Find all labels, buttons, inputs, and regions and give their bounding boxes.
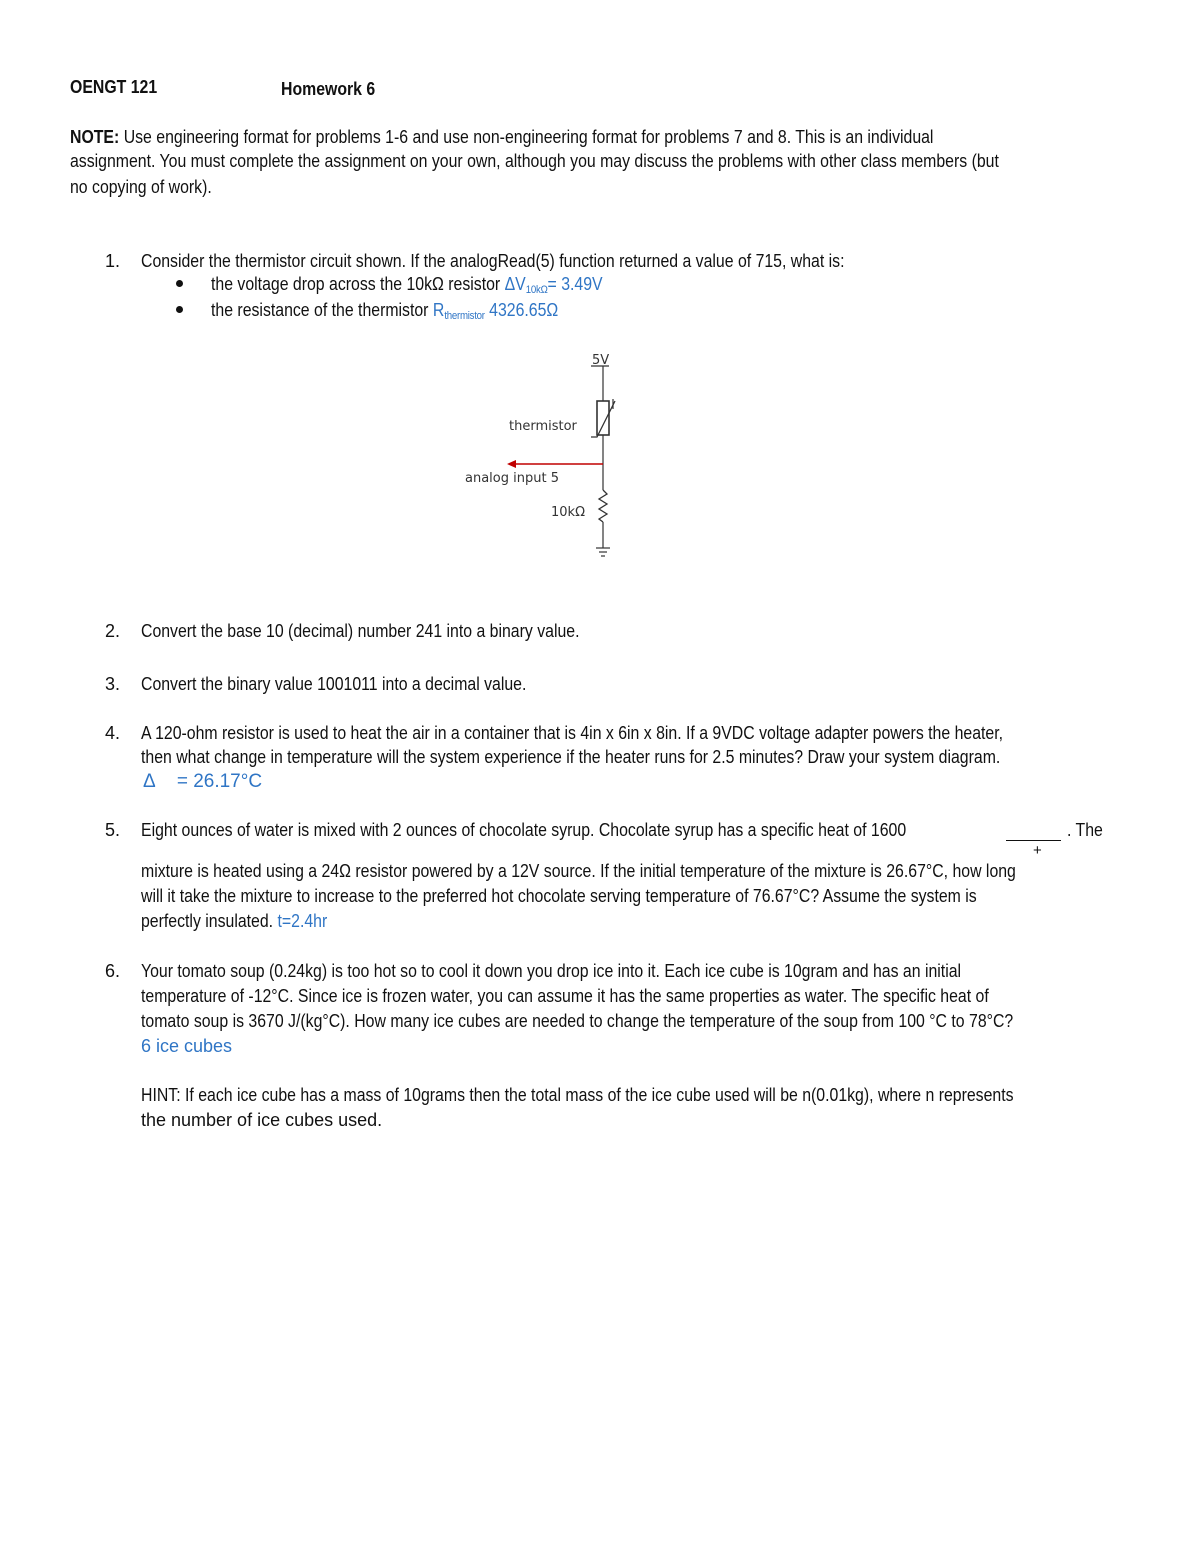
resistor-label: 10kΩ [551,505,586,520]
bullet-2-text: the resistance of the thermistor [211,300,429,320]
analog-input-label: analog input 5 [465,471,559,486]
bullet-icon [176,280,183,287]
problem-6-line-2: temperature of -12°C. Since ice is frozen water, you can assume it has the same properties as water. The specific heat of [141,986,989,1006]
fraction-denominator: + [1033,842,1042,859]
bullet-icon [176,306,183,313]
problem-3-number: 3. [105,674,121,694]
problem-2-number: 2. [105,621,121,641]
supply-label: 5V [592,353,610,368]
problem-5-number: 5. [105,820,121,840]
hint-line-1: HINT: If each ice cube has a mass of 10grams then the total mass of the ice cube used will be n(0.01kg), where n represents [141,1085,1014,1105]
note-line-1 [70,126,933,148]
note-text-1: Use engineering format for problems 1-6 and use non-engineering format for problems 7 and 8. This is an individual [123,127,934,147]
bullet-1-text: the voltage drop across the 10kΩ resistor [211,274,501,294]
problem-5-answer: t=2.4hr [277,911,328,931]
problem-2-text: Convert the base 10 (decimal) number 241 into a binary value. [141,621,580,641]
note-label: NOTE: [70,127,120,147]
problem-1-text: Consider the thermistor circuit shown. If the analogRead(5) function returned a value of 715, what is: [141,251,845,271]
problem-4-line-1: A 120-ohm resistor is used to heat the air in a container that is 4in x 6in x 8in. If a 9VDC voltage adapter powers the heater, [141,723,1004,743]
problem-4-number: 4. [105,723,121,743]
problem-1-bullet-1 [211,273,603,301]
problem-1-bullet-2 [211,299,558,327]
problem-6-line-3: tomato soup is 3670 J/(kg°C). How many ice cubes are needed to change the temperature of the soup from 100 °C to 78°C? [141,1011,1014,1031]
problem-6-answer: 6 ice cubes [141,1036,233,1056]
note-line-3: no copying of work). [70,177,212,197]
problem-5-line-4-text: perfectly insulated. [141,911,274,931]
bullet-2-answer: $R_{thermistor}$ 4326.65Ω [432,300,559,322]
arrow-icon [507,460,516,468]
hint-line-2: the number of ice cubes used. [141,1110,383,1130]
problem-5-line-4 [141,910,327,932]
problem-1-number: 1. [105,251,121,271]
problem-5-line-1-end: . The [1067,820,1103,840]
bullet-1-answer: $\Delta V_{10k\Omega}= 3.49V$ [504,274,603,296]
course-code: OENGT 121 [70,77,158,97]
problem-5-line-2: mixture is heated using a 24Ω resistor powered by a 12V source. If the initial temperature of the mixture is 26.67°C, how long [141,861,1016,881]
problem-4-answer [143,771,262,793]
note-line-2: assignment. You must complete the assignment on your own, although you may discuss the problems with other class members (but [70,151,999,171]
thermistor-label: thermistor [509,419,577,434]
thermistor-circuit-diagram [455,345,630,565]
problem-6-line-1: Your tomato soup (0.24kg) is too hot so to cool it down you drop ice into it. Each ice cube is 10gram and has an initial [141,961,962,981]
problem-5-line-3: will it take the mixture to increase to the preferred hot chocolate serving temperature of 76.67°C? Assume the system is [141,886,977,906]
problem-3-text: Convert the binary value 1001011 into a decimal value. [141,674,527,694]
resistor-symbol [599,490,607,522]
page-title: Homework 6 [281,79,376,99]
delta-symbol: Δ [143,771,156,792]
problem-5-line-1: Eight ounces of water is mixed with 2 ounces of chocolate syrup. Chocolate syrup has a specific heat of 1600 [141,820,907,840]
problem-4-answer-value: = 26.17°C [176,771,263,792]
problem-6-number: 6. [105,961,121,981]
problem-4-line-2: then what change in temperature will the system experience if the heater runs for 2.5 minutes? Draw your system diagram. [141,747,1001,767]
